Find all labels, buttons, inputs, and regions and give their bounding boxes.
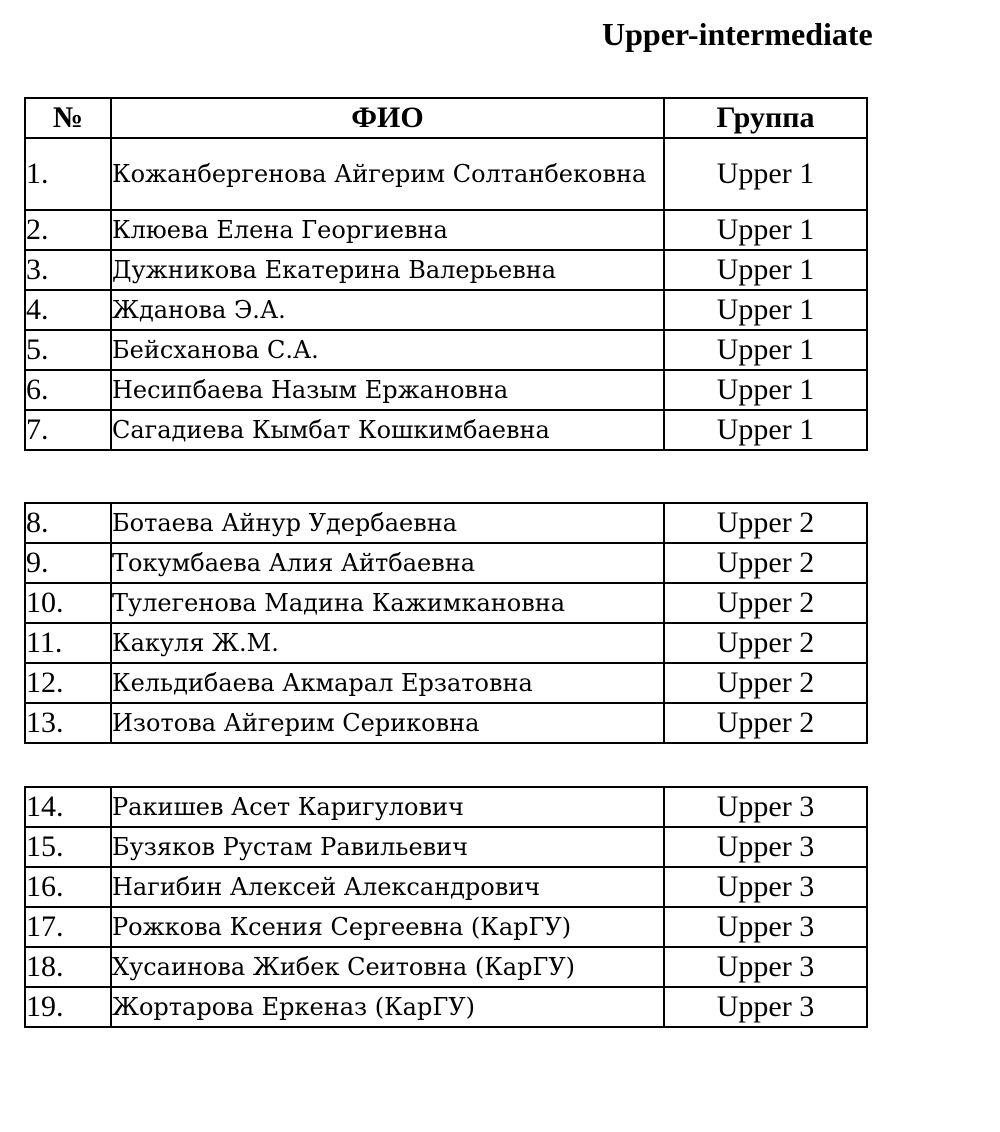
student-group: Upper 2	[664, 503, 867, 543]
student-name: Какуля Ж.М.	[111, 623, 664, 663]
table-row	[25, 290, 867, 330]
student-group: Upper 3	[664, 947, 867, 987]
row-number: 19.	[25, 987, 111, 1027]
table-row	[25, 370, 867, 410]
page-title: Upper-intermediate	[602, 16, 873, 52]
student-group: Upper 1	[664, 330, 867, 370]
row-number: 4.	[25, 290, 111, 330]
student-name: Рожкова Ксения Сергеевна (КарГУ)	[111, 907, 664, 947]
table-row	[25, 787, 867, 827]
roster-table-upper-3	[24, 786, 868, 1028]
student-group: Upper 3	[664, 827, 867, 867]
student-name: Бузяков Рустам Равильевич	[111, 827, 664, 867]
table-row	[25, 827, 867, 867]
table-row	[25, 907, 867, 947]
student-group: Upper 2	[664, 543, 867, 583]
student-name: Жданова Э.А.	[111, 290, 664, 330]
student-name: Дужникова Екатерина Валерьевна	[111, 250, 664, 290]
table-row	[25, 330, 867, 370]
row-number: 12.	[25, 663, 111, 703]
row-number: 7.	[25, 410, 111, 450]
student-name: Кельдибаева Акмарал Ерзатовна	[111, 663, 664, 703]
header-full-name: ФИО	[111, 98, 664, 138]
row-number: 18.	[25, 947, 111, 987]
row-number: 6.	[25, 370, 111, 410]
student-name: Тулегенова Мадина Кажимкановна	[111, 583, 664, 623]
student-group: Upper 3	[664, 867, 867, 907]
student-group: Upper 2	[664, 703, 867, 743]
table-row	[25, 543, 867, 583]
student-name: Токумбаева Алия Айтбаевна	[111, 543, 664, 583]
row-number: 16.	[25, 867, 111, 907]
student-group: Upper 1	[664, 210, 867, 250]
row-number: 11.	[25, 623, 111, 663]
table-row	[25, 410, 867, 450]
row-number: 17.	[25, 907, 111, 947]
student-group: Upper 2	[664, 623, 867, 663]
row-number: 2.	[25, 210, 111, 250]
student-group: Upper 1	[664, 250, 867, 290]
row-number: 1.	[25, 138, 111, 210]
table-row	[25, 867, 867, 907]
row-number: 8.	[25, 503, 111, 543]
student-name: Хусаинова Жибек Сеитовна (КарГУ)	[111, 947, 664, 987]
student-group: Upper 1	[664, 410, 867, 450]
table-row	[25, 703, 867, 743]
student-name: Сагадиева Кымбат Кошкимбаевна	[111, 410, 664, 450]
student-name: Ботаева Айнур Удербаевна	[111, 503, 664, 543]
table-row	[25, 250, 867, 290]
student-group: Upper 1	[664, 370, 867, 410]
row-number: 15.	[25, 827, 111, 867]
table-row	[25, 663, 867, 703]
student-group: Upper 1	[664, 138, 867, 210]
student-group: Upper 3	[664, 907, 867, 947]
row-number: 3.	[25, 250, 111, 290]
table-header-row	[25, 98, 867, 138]
row-number: 5.	[25, 330, 111, 370]
student-group: Upper 2	[664, 583, 867, 623]
student-group: Upper 3	[664, 987, 867, 1027]
row-number: 9.	[25, 543, 111, 583]
student-name: Ракишев Асет Каригулович	[111, 787, 664, 827]
student-name: Изотова Айгерим Сериковна	[111, 703, 664, 743]
student-name: Бейсханова С.А.	[111, 330, 664, 370]
row-number: 13.	[25, 703, 111, 743]
student-name: Несипбаева Назым Ержановна	[111, 370, 664, 410]
roster-table-upper-2	[24, 502, 868, 744]
header-number: №	[25, 98, 111, 138]
student-group: Upper 3	[664, 787, 867, 827]
student-name: Клюева Елена Георгиевна	[111, 210, 664, 250]
header-group: Группа	[664, 98, 867, 138]
table-row	[25, 987, 867, 1027]
roster-table-upper-1	[24, 97, 868, 451]
student-name: Жортарова Еркеназ (КарГУ)	[111, 987, 664, 1027]
row-number: 14.	[25, 787, 111, 827]
student-name: Кожанбергенова Айгерим Солтанбековна	[111, 138, 664, 210]
row-number: 10.	[25, 583, 111, 623]
student-name: Нагибин Алексей Александрович	[111, 867, 664, 907]
table-row	[25, 138, 867, 210]
table-row	[25, 623, 867, 663]
table-row	[25, 210, 867, 250]
table-row	[25, 503, 867, 543]
student-group: Upper 2	[664, 663, 867, 703]
table-row	[25, 583, 867, 623]
student-group: Upper 1	[664, 290, 867, 330]
table-row	[25, 947, 867, 987]
